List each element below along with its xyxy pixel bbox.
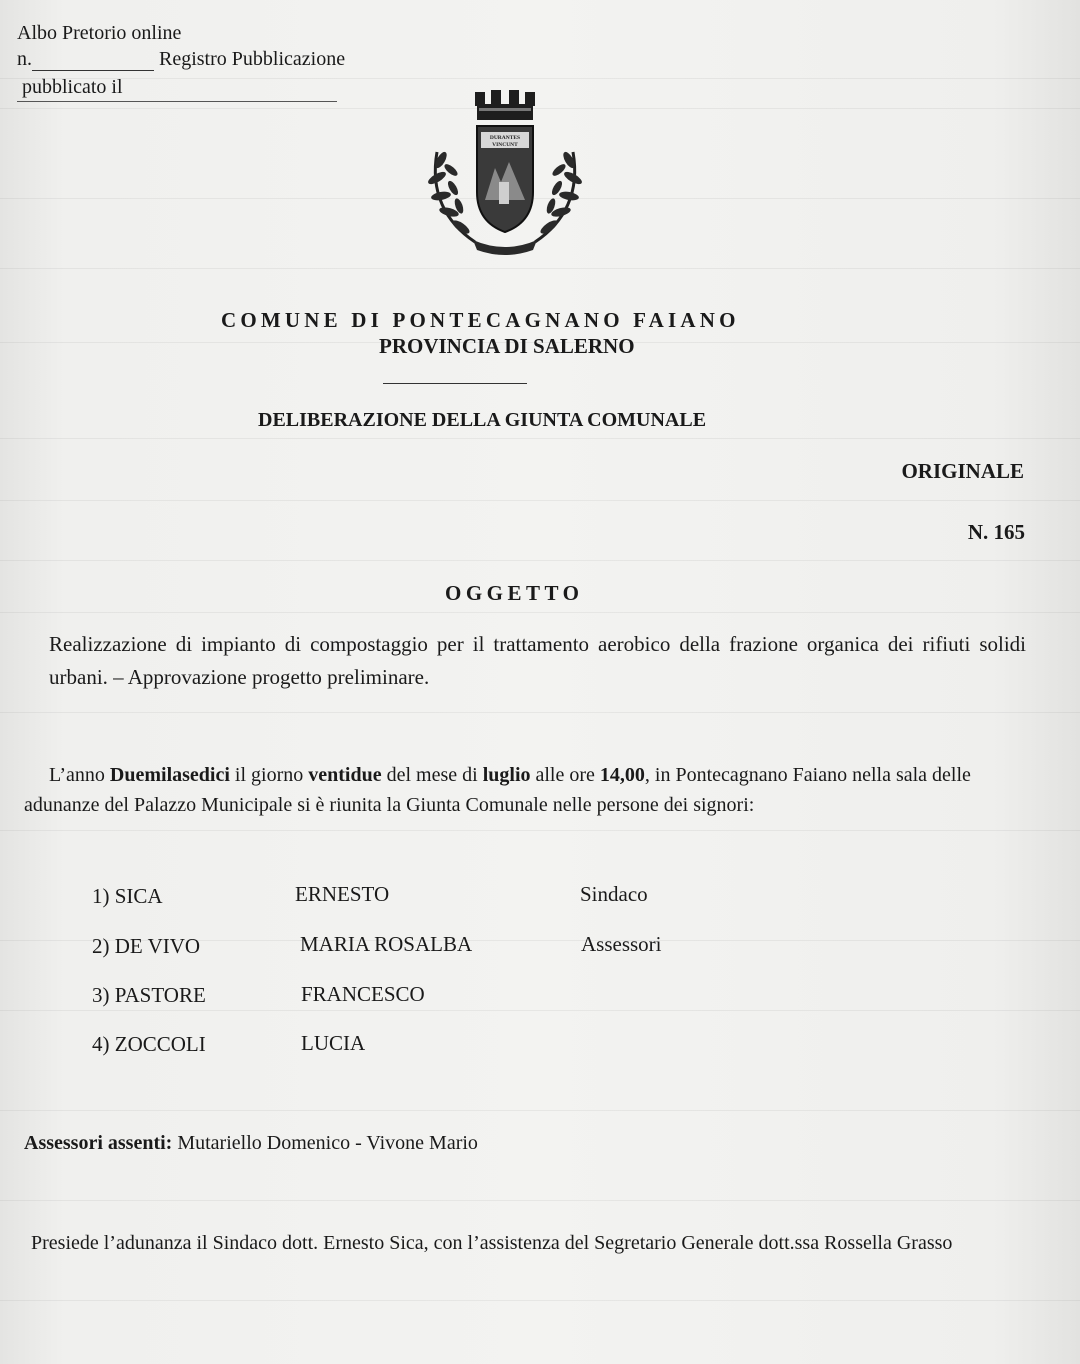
meeting-paragraph bbox=[24, 760, 1028, 820]
meeting-month: luglio bbox=[482, 764, 531, 786]
member-name: MARIA ROSALBA bbox=[300, 932, 473, 956]
original-badge: ORIGINALE bbox=[901, 459, 1024, 483]
meeting-year: Duemilasedici bbox=[109, 764, 230, 786]
member-name: ERNESTO bbox=[295, 882, 390, 906]
member-name: LUCIA bbox=[301, 1031, 366, 1055]
member-surname: 2) DE VIVO bbox=[92, 934, 201, 958]
meeting-time: 14,00 bbox=[599, 764, 645, 786]
member-role: Assessori bbox=[581, 932, 662, 956]
oggetto-text: Realizzazione di impianto di compostaggio per il trattamento aerobico della frazione organica dei rifiuti solidi urbani. – Approvazione progetto preliminare. bbox=[49, 632, 1026, 689]
member-name: FRANCESCO bbox=[301, 982, 425, 1006]
document-type: DELIBERAZIONE DELLA GIUNTA COMUNALE bbox=[258, 409, 707, 431]
deliberation-number: N. 165 bbox=[967, 520, 1025, 544]
oggetto-heading: OGGETTO bbox=[445, 581, 584, 605]
meeting-text-3: del mese di bbox=[381, 764, 483, 786]
pubblicato-label: pubblicato il bbox=[22, 76, 123, 98]
member-surname: 1) SICA bbox=[92, 884, 163, 908]
albo-pretorio-label: Albo Pretorio online bbox=[17, 22, 182, 44]
meeting-text-5: , in Pontecagnano Faiano nella sala delle adunanze del Palazzo Municipale si è riunita la Giunta Comunale nelle persone dei signori: bbox=[24, 764, 971, 816]
presiede-paragraph: Presiede l’adunanza il Sindaco dott. Ernesto Sica, con l’assistenza del Segretario Generale dott.ssa Rossella Grasso bbox=[31, 1232, 953, 1254]
absent-label: Assessori assenti: bbox=[24, 1132, 173, 1154]
title-rule bbox=[383, 383, 527, 384]
meeting-text-4: alle ore bbox=[530, 764, 600, 786]
meeting-text-2: il giorno bbox=[229, 764, 309, 786]
member-role: Sindaco bbox=[580, 882, 648, 906]
number-label: n. bbox=[17, 48, 32, 70]
number-blank bbox=[32, 69, 154, 71]
absent-assessors bbox=[24, 1132, 478, 1155]
svg-text:VINCUNT: VINCUNT bbox=[492, 142, 518, 148]
provincia-title: PROVINCIA DI SALERNO bbox=[379, 334, 635, 358]
publication-number-row bbox=[17, 48, 345, 71]
registro-label: Registro Pubblicazione bbox=[159, 48, 346, 70]
header-underline bbox=[17, 101, 337, 102]
comune-title: COMUNE DI PONTECAGNANO FAIANO bbox=[221, 308, 740, 332]
meeting-day: ventidue bbox=[308, 764, 382, 786]
member-surname: 3) PASTORE bbox=[92, 983, 206, 1007]
absent-names: Mutariello Domenico - Vivone Mario bbox=[172, 1132, 478, 1154]
municipal-crest-icon bbox=[415, 82, 595, 262]
member-surname: 4) ZOCCOLI bbox=[92, 1032, 206, 1056]
meeting-text-1: L’anno bbox=[49, 764, 110, 786]
publication-date-row bbox=[22, 76, 123, 99]
svg-text:DURANTES: DURANTES bbox=[489, 135, 521, 141]
